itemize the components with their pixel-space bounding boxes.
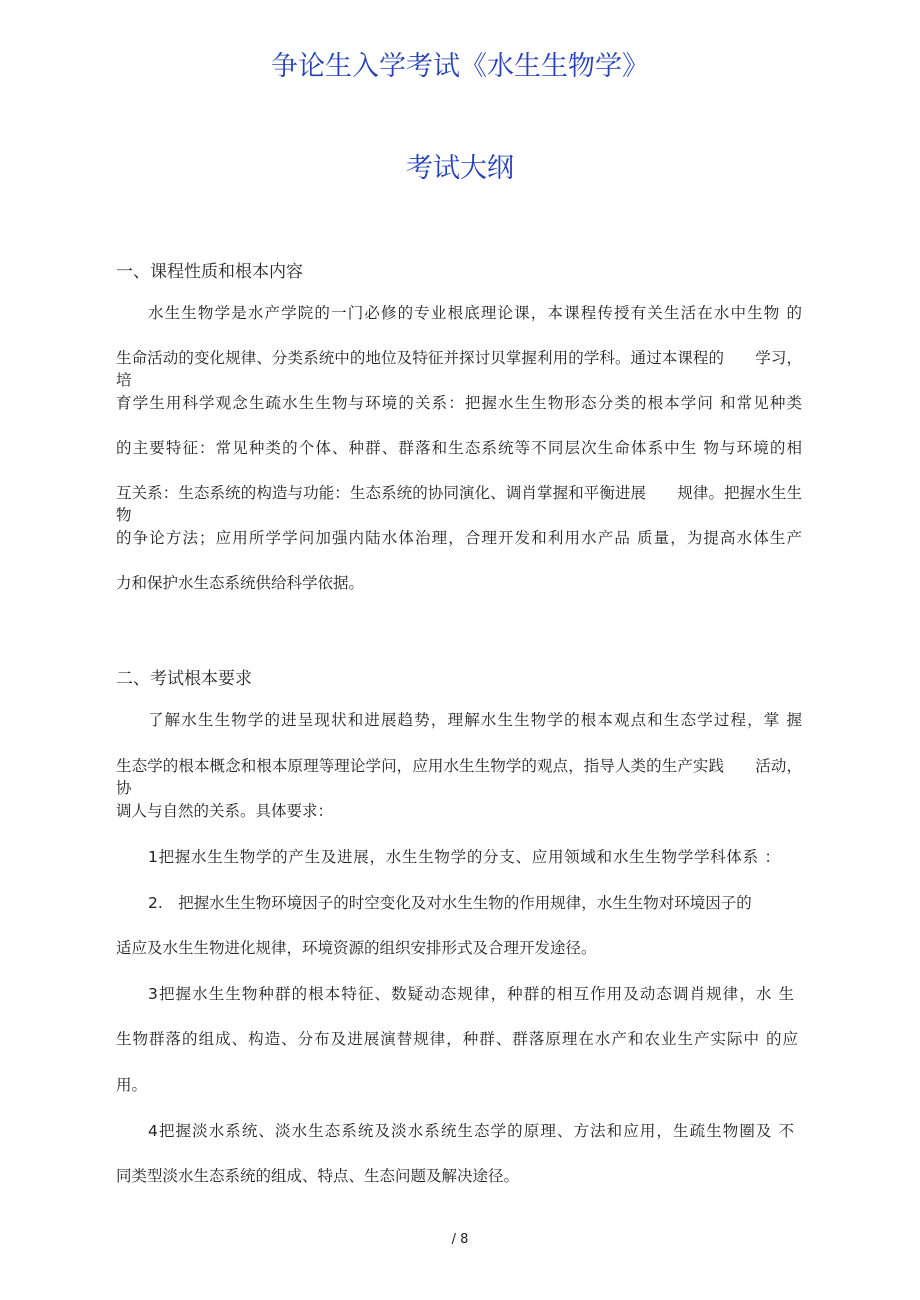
section-heading: 二、考试根本要求 — [116, 669, 252, 689]
text-line: 了解水生生物学的进呈现状和进展趋势，理解水生生物学的根本观点和生态学过程，掌 握 — [148, 711, 802, 729]
text-line: 的主要特征：常见种类的个体、种群、群落和生态系统等不同层次生命体系中生 物与环境的相 — [116, 439, 802, 457]
text-line: 调人与自然的关系。具体要求： — [116, 802, 334, 820]
document-subtitle: 考试大纲 — [406, 153, 514, 184]
text-line: 适应及水生生物进化规律，环境资源的组织安排形式及合理开发途径。 — [116, 939, 597, 957]
document-title: 争论生入学考试《水生生物学》 — [271, 51, 649, 82]
text-line: 水生生物学是水产学院的一门必修的专业根底理论课，本课程传授有关生活在水中生物 的 — [148, 304, 802, 322]
list-item: 4把握淡水系统、淡水生态系统及淡水系统生态学的原理、方法和应用，生疏生物圈及 不 — [148, 1122, 794, 1140]
page-number: / 8 — [451, 1232, 469, 1247]
list-item: 2. 把握水生生物环境因子的时空变化及对水生生物的作用规律，水生生物对环境因子的 — [148, 894, 752, 912]
text-line: 生物群落的组成、构造、分布及进展演替规律，种群、群落原理在水产和农业生产实际中 的应 — [116, 1030, 798, 1048]
text-line: 生命活动的变化规律、分类系统中的地位及特征并探讨贝掌握利用的学科。通过本课程的 学习，培 — [116, 349, 802, 389]
list-item: 1把握水生生物学的产生及进展，水生生物学的分支、应用领域和水生生物学学科体系 ： — [148, 848, 780, 866]
text-line: 育学生用科学观念生疏水生生物与环境的关系：把握水生生物形态分类的根本学问 和常见种类 — [116, 394, 802, 412]
text-line: 用。 — [116, 1076, 148, 1094]
text-line: 生态学的根本概念和根本原理等理论学问，应用水生生物学的观点，指导人类的生产实践 活动，协 — [116, 757, 802, 797]
text-line: 的争论方法；应用所学学问加强内陆水体治理，合理开发和利用水产品 质量，为提高水体生产 — [116, 529, 802, 547]
section-heading: 一、课程性质和根本内容 — [116, 262, 303, 282]
text-line: 同类型淡水生态系统的组成、特点、生态问题及解决途径。 — [116, 1167, 520, 1185]
list-item: 3把握水生生物种群的根本特征、数疑动态规律，种群的相互作用及动态调肖规律，水 生 — [148, 985, 794, 1003]
text-line: 互关系：生态系统的构造与功能：生态系统的协同演化、调肖掌握和平衡进展 规律。把握水生生物 — [116, 484, 802, 524]
text-line: 力和保护水生态系统供给科学依据。 — [116, 574, 365, 592]
